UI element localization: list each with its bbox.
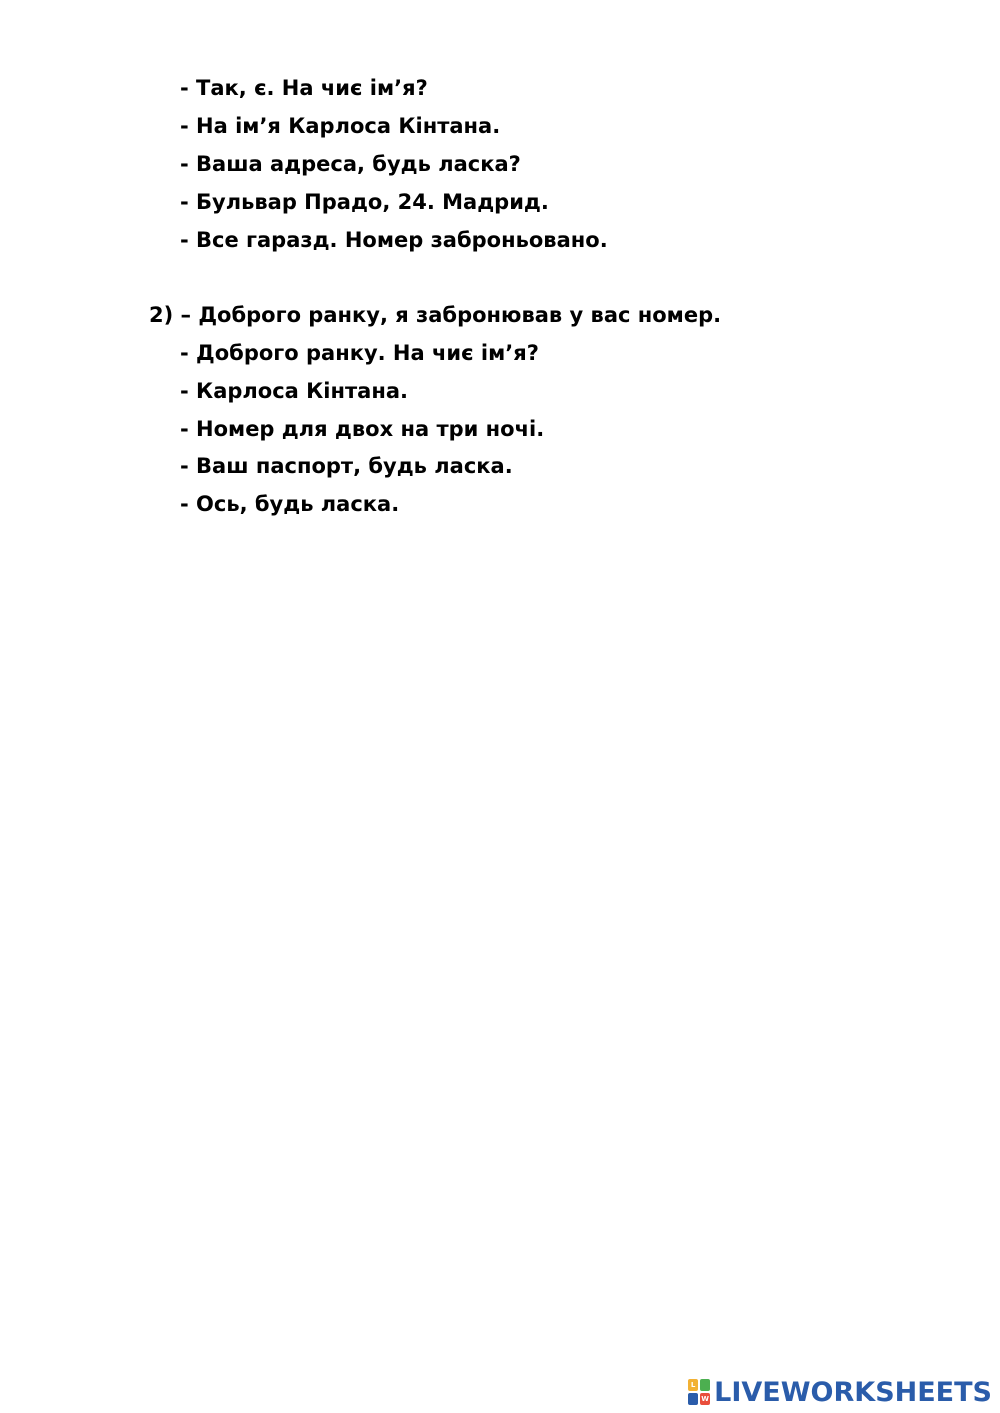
liveworksheets-logo bbox=[688, 1377, 992, 1407]
dialogue-line: - Номер для двох на три ночі. bbox=[180, 417, 545, 441]
logo-tile: W bbox=[701, 1395, 710, 1403]
dialogue-line: - На ім’я Карлоса Кінтана. bbox=[180, 114, 501, 138]
dialogue-number-label: 2) bbox=[149, 303, 174, 327]
logo-tile: L bbox=[688, 1379, 698, 1391]
liveworksheets-logo-icon bbox=[688, 1379, 710, 1405]
dialogue-line: - Ось, будь ласка. bbox=[180, 492, 400, 516]
liveworksheets-logo-text: LIVEWORKSHEETS bbox=[714, 1376, 992, 1408]
dialogue-line: - Бульвар Прадо, 24. Мадрид. bbox=[180, 190, 549, 214]
dialogue-number bbox=[149, 305, 721, 326]
dialogue-line: - Карлоса Кінтана. bbox=[180, 379, 409, 403]
logo-tile bbox=[688, 1393, 698, 1405]
logo-tile bbox=[700, 1379, 710, 1391]
dialogue-line: - Ваша адреса, будь ласка? bbox=[180, 152, 521, 176]
dialogue-line: - Ваш паспорт, будь ласка. bbox=[180, 454, 513, 478]
dialogue-line: - Доброго ранку. На чиє ім’я? bbox=[180, 341, 539, 365]
dialogue-line: - Все гаразд. Номер заброньовано. bbox=[180, 228, 608, 252]
dialogue-line: – Доброго ранку, я забронював у вас номер. bbox=[180, 303, 722, 327]
dialogue-line: - Так, є. На чиє ім’я? bbox=[180, 76, 428, 100]
